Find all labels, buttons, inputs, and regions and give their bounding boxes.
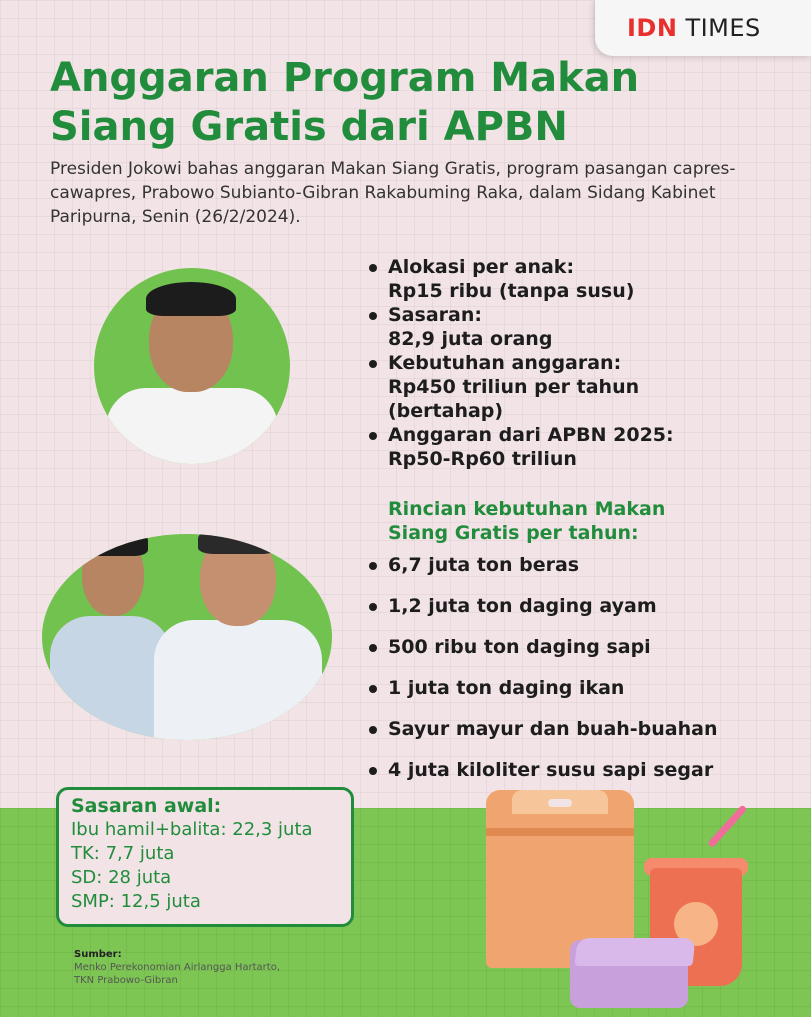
brand-times: TIMES (685, 14, 761, 42)
source-note (74, 948, 280, 987)
brand-idn: IDN (627, 14, 678, 42)
rincian-item: 500 ribu ton daging sapi (368, 635, 718, 676)
sasaran-title: Sasaran awal: (71, 795, 222, 817)
source-line: Menko Perekonomian Airlangga Hartarto, (74, 962, 281, 973)
paper-bag-fold (486, 828, 634, 836)
candidates-portrait (42, 534, 332, 740)
rincian-list (368, 553, 718, 799)
food-box-lid (575, 938, 696, 966)
brand-logo (595, 0, 811, 56)
page-title: Anggaran Program Makan Siang Gratis dari APBN (50, 55, 640, 150)
rincian-item: 1,2 juta ton daging ayam (368, 594, 718, 635)
sasaran-line: Ibu hamil+balita: 22,3 juta (71, 819, 313, 840)
sasaran-line: SD: 28 juta (71, 867, 172, 888)
rincian-item: Sayur mayur dan buah-buahan (368, 717, 718, 758)
fact-item: Sasaran: 82,9 juta orang (368, 303, 674, 351)
facts-list (368, 255, 674, 471)
sasaran-line: SMP: 12,5 juta (71, 891, 201, 912)
sasaran-awal-box (56, 787, 354, 927)
paper-bag-handle (548, 799, 572, 807)
source-line: TKN Prabowo-Gibran (74, 975, 178, 986)
president-portrait (94, 268, 290, 464)
rincian-item: 6,7 juta ton beras (368, 553, 718, 594)
fact-item: Kebutuhan anggaran: Rp450 triliun per tahun (bertahap) (368, 351, 674, 423)
rincian-item: 4 juta kiloliter susu sapi segar (368, 758, 718, 799)
sasaran-line: TK: 7,7 juta (71, 843, 175, 864)
source-title: Sumber: (74, 949, 122, 960)
rincian-title: Rincian kebutuhan Makan Siang Gratis per tahun: (388, 498, 666, 544)
fact-item: Alokasi per anak: Rp15 ribu (tanpa susu) (368, 255, 674, 303)
fact-item: Anggaran dari APBN 2025: Rp50-Rp60 triliun (368, 423, 674, 471)
intro-text: Presiden Jokowi bahas anggaran Makan Siang Gratis, program pasangan capres-cawapres, Prabowo Subianto-Gibran Rakabuming Raka, dalam Sidang Kabinet Paripurna, Senin (26/2/2024). (50, 159, 736, 227)
rincian-item: 1 juta ton daging ikan (368, 676, 718, 717)
